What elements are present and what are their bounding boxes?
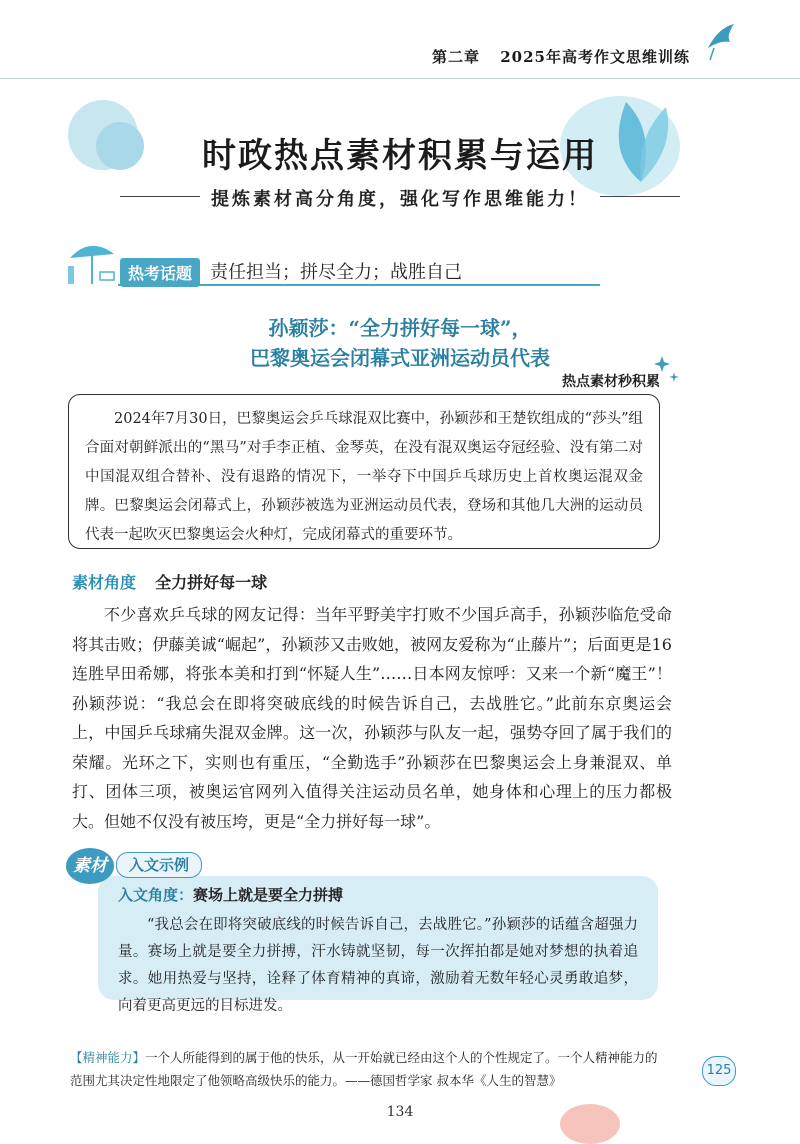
title-rest: 素材积累与运用 bbox=[346, 136, 598, 176]
material-body: 不少喜欢乒乓球的网友记得：当年平野美宇打败不少国乒高手，孙颖莎临危受命将其击败；伊藤美诚“崛起”，孙颖莎又击败她，被网友爱称为“止藤片”；后面更是16连胜早田希娜，将张本美和打到“怀疑人生”……日本网友惊呼：又来一个新“魔王”！孙颖莎说：“我总会在即将突破底线的时候告诉自己，去战胜它。”此前东京奥运会上，中国乒乓球痛失混双金牌。这一次，孙颖莎与队友一起，强势夺回了属于我们的荣耀。光环之下，实则也有重压，“全勤选手”孙颖莎在巴黎奥运会上身兼混双、单打、团体三项，被奥运官网列入值得关注运动员名单，她身体和心理上的压力都极大。但她不仅没有被压垮，更是“全力拼好每一球”。 bbox=[72, 605, 672, 831]
material-angle-label: 素材角度 bbox=[72, 573, 137, 592]
decor-circle bbox=[560, 1104, 620, 1144]
topic-underline bbox=[118, 284, 600, 286]
chapter-header bbox=[432, 46, 690, 67]
sparkle-icon bbox=[652, 348, 682, 388]
footnote-label: 【精神能力】 bbox=[70, 1050, 146, 1065]
sample-tag: 入文示例 bbox=[116, 852, 202, 878]
article-title-line1: 孙颖莎：“全力拼好每一球”， bbox=[268, 316, 532, 340]
chapter-number: 第二章 bbox=[432, 48, 481, 66]
footnote-quote: 一个人所能得到的属于他的快乐，从一开始就已经由这个人的个性规定了。一个人精神能力的范围尤其决定性地限定了他领略高级快乐的能力。——德国哲学家 叔本华《人生的智慧》 bbox=[70, 1050, 658, 1088]
title-hot: 时政热点 bbox=[202, 136, 346, 176]
sample-angle bbox=[118, 884, 343, 905]
sample-angle-value: 赛场上就是要全力拼搏 bbox=[193, 886, 344, 904]
sample-badge: 素材 bbox=[66, 848, 114, 884]
material-angle bbox=[72, 570, 267, 593]
bird-icon bbox=[700, 18, 740, 64]
footnote bbox=[70, 1046, 670, 1092]
summary-box bbox=[68, 394, 660, 549]
page-number-bottom: 134 bbox=[386, 1104, 414, 1120]
sample-text: “我总会在即将突破底线的时候告诉自己，去战胜它。”孙颖莎的话蕴含超强力量。赛场上就是要全力拼搏，汗水铸就坚韧，每一次挥拍都是她对梦想的执着追求。她用热爱与坚持，诠释了体育精神的真谛，激励着无数年轻心灵勇敢追梦，向着更高更远的目标进发。 bbox=[118, 917, 638, 1014]
topic-tag: 热考话题 bbox=[120, 258, 200, 287]
page-title bbox=[0, 128, 800, 177]
article-title-line2: 巴黎奥运会闭幕式亚洲运动员代表 bbox=[250, 346, 550, 370]
beach-umbrella-icon bbox=[64, 236, 118, 288]
hot-material-badge: 热点素材秒积累 bbox=[562, 374, 660, 390]
topic-keywords: 责任担当；拼尽全力；战胜自己 bbox=[210, 262, 462, 283]
material-angle-value: 全力拼好每一球 bbox=[155, 573, 268, 592]
summary-text: 2024年7月30日，巴黎奥运会乒乓球混双比赛中，孙颖莎和王楚钦组成的“莎头”组合面对朝鲜派出的“黑马”对手李正植、金琴英，在没有混双奥运夺冠经验、没有第二对中国混双组合替补、没有退路的情况下，一举夺下中国乒乓球历史上首枚奥运混双金牌。巴黎奥运会闭幕式上，孙颖莎被选为亚洲运动员代表，登场和其他几大洲的运动员代表一起吹灭巴黎奥运会火种灯，完成闭幕式的重要环节。 bbox=[85, 411, 643, 543]
header-rule bbox=[0, 78, 800, 79]
book-title: 2025年高考作文思维训练 bbox=[500, 48, 690, 66]
page-subtitle: 提炼素材高分角度，强化写作思维能力！ bbox=[211, 189, 589, 210]
sample-angle-label: 入文角度： bbox=[118, 886, 194, 904]
page-number-circle: 125 bbox=[702, 1056, 736, 1086]
